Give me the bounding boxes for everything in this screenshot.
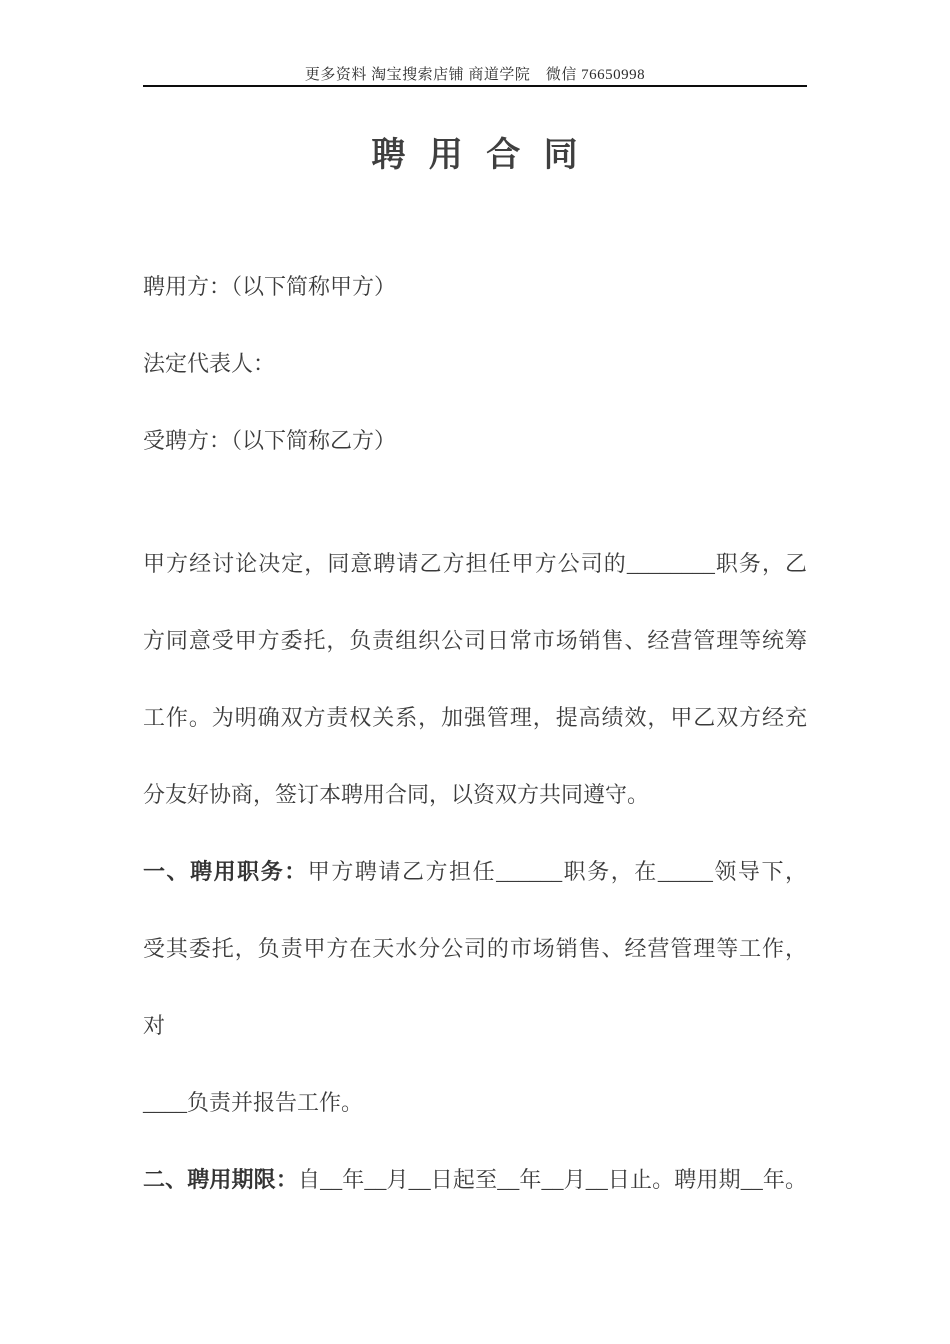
clause-2-line-1 bbox=[143, 1141, 807, 1218]
legal-representative-line bbox=[143, 325, 807, 402]
clause-1-line-1-text: 甲方聘请乙方担任______职务，在_____领导下， bbox=[307, 859, 807, 884]
clause-1-line-4 bbox=[143, 1064, 807, 1141]
clause-1-line-3 bbox=[143, 987, 807, 1064]
intro-line-3 bbox=[143, 679, 807, 756]
document-title: 聘 用 合 同 bbox=[371, 137, 579, 174]
clause-1-line-1 bbox=[143, 833, 807, 910]
party-b-text: 受聘方：（以下简称乙方） bbox=[143, 428, 397, 453]
intro-line-2-text: 方同意受甲方委托，负责组织公司日常市场销售、经营管理等统筹 bbox=[143, 628, 807, 653]
intro-line-3-text: 工作。为明确双方责权关系，加强管理，提高绩效，甲乙双方经充 bbox=[143, 705, 807, 730]
legal-representative-text: 法定代表人： bbox=[143, 351, 276, 376]
intro-line-2 bbox=[143, 602, 807, 679]
intro-line-4-text: 分友好协商，签订本聘用合同，以资双方共同遵守。 bbox=[143, 782, 650, 807]
clause-1-line-2 bbox=[143, 910, 807, 987]
intro-line-4 bbox=[143, 756, 807, 833]
party-b-line bbox=[143, 402, 807, 479]
intro-line-1-text: 甲方经讨论决定，同意聘请乙方担任甲方公司的________职务，乙 bbox=[143, 551, 807, 576]
party-a-text: 聘用方：（以下简称甲方） bbox=[143, 274, 397, 299]
header-rule bbox=[143, 85, 807, 87]
clause-1-heading: 一、聘用职务： bbox=[143, 859, 308, 884]
intro-line-1 bbox=[143, 525, 807, 602]
clause-1-line-2-text: 受其委托，负责甲方在天水分公司的市场销售、经营管理等工作， bbox=[143, 936, 807, 961]
clause-1-line-4-text: ____负责并报告工作。 bbox=[143, 1090, 364, 1115]
party-a-line bbox=[143, 248, 807, 325]
header-promo-note: 更多资料 淘宝搜索店铺 商道学院 微信 76650998 bbox=[304, 67, 646, 83]
clause-2-line-1-text: 自__年__月__日起至__年__月__日止。聘用期__年。 bbox=[297, 1167, 807, 1192]
document-body bbox=[143, 248, 807, 1218]
clause-1-line-3-text: 对 bbox=[143, 1013, 166, 1038]
clause-2-heading: 二、聘用期限： bbox=[143, 1167, 298, 1192]
